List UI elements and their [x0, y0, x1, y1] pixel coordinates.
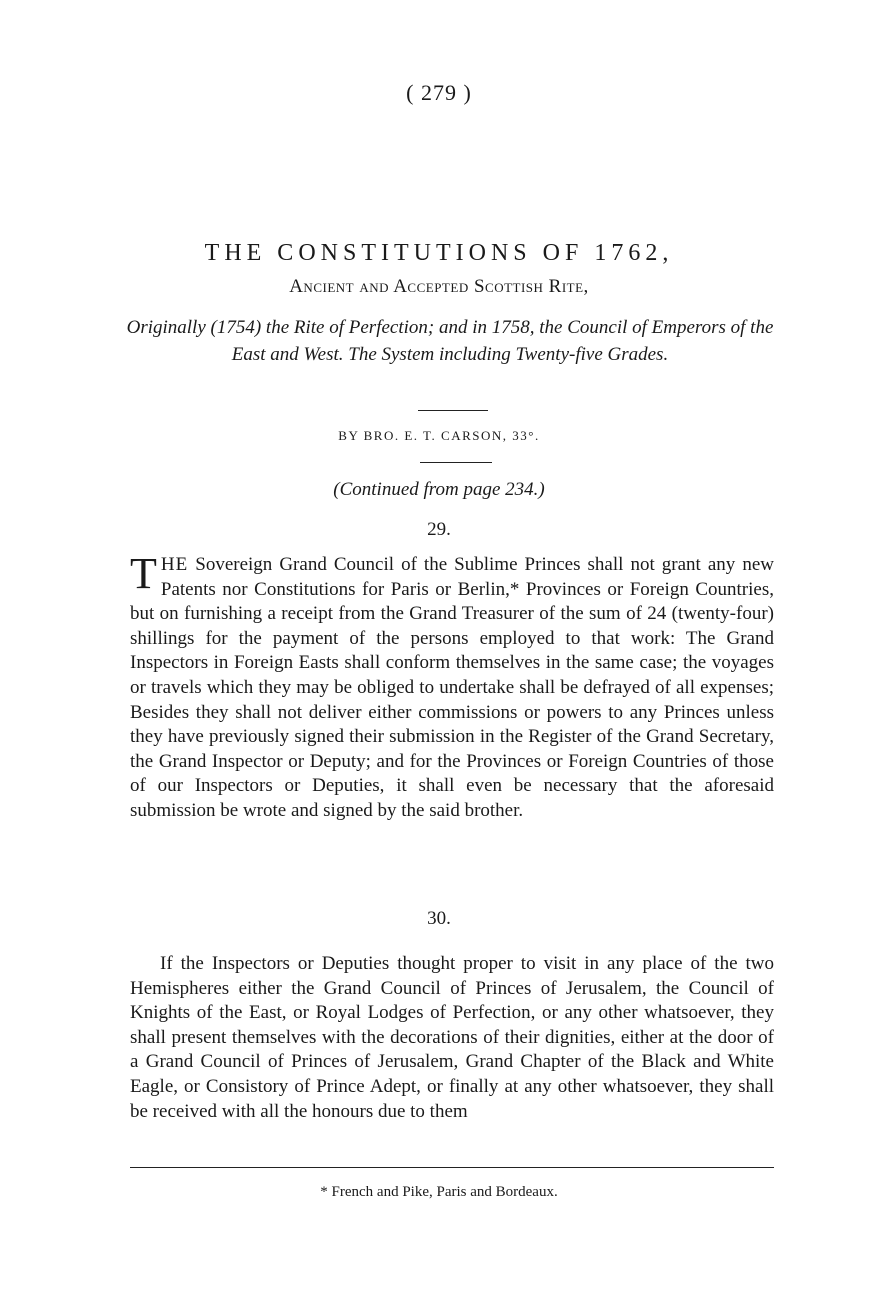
- divider-rule: [418, 410, 488, 411]
- page-number: ( 279 ): [406, 80, 472, 105]
- article-description: Originally (1754) the Rite of Perfection; and in 1758, the Council of Emperors of the East and West. The System including Twenty-five Grades.: [126, 317, 774, 365]
- author-byline: BY BRO. E. T. CARSON, 33°.: [338, 428, 540, 443]
- footnote-rule: [130, 1167, 774, 1168]
- paragraph-text: If the Inspectors or Deputies thought proper to visit in any place of the two Hemispheres either the Grand Council of Princes of Jerusalem, the Council of Knights of the East, or Royal Lodges of Perfection, or any other whatsoever, they shall present themselves with the decorations of their dignities, either at the door of a Grand Council of Princes of Jerusalem, Grand Chapter of the Black and White Eagle, or Consistory of Prince Adept, or finally at any other whatsoever, they shall be received with all the honours due to them: [130, 953, 774, 1122]
- section-paragraph: [130, 952, 774, 1124]
- section-number: 29.: [427, 519, 451, 540]
- article-title: THE CONSTITUTIONS OF 1762,: [204, 240, 674, 266]
- divider-rule: [420, 462, 492, 463]
- paragraph-text: Sovereign Grand Council of the Sublime Princes shall not grant any new Patents nor Constitutions for Paris or Berlin,* Provinces or Foreign Countries, but on furnishing a receipt from the Grand Treasurer of the sum of 24 (twenty-four) shillings for the payment of the persons employed to that work: The Grand Inspectors in Foreign Easts shall conform themselves in the same case; the voyages or travels which they may be obliged to undertake shall be defrayed of all expenses; Besides they shall not deliver either commissions or powers to any Princes unless they have previously signed their submission in the Register of the Grand Secretary, the Grand Inspector or Deputy; and for the Provinces or Foreign Countries of those of our Inspectors or Deputies, it shall even be necessary that the aforesaid submission be wrote and signed by the said brother.: [130, 554, 774, 821]
- continued-note: (Continued from page 234.): [333, 479, 545, 500]
- footnote: * French and Pike, Paris and Bordeaux.: [320, 1184, 558, 1200]
- section-paragraph: [130, 549, 774, 824]
- article-subtitle: Ancient and Accepted Scottish Rite,: [289, 276, 589, 297]
- drop-cap: T: [130, 549, 157, 598]
- section-number: 30.: [427, 908, 451, 929]
- drop-cap-continuation: HE: [160, 554, 189, 575]
